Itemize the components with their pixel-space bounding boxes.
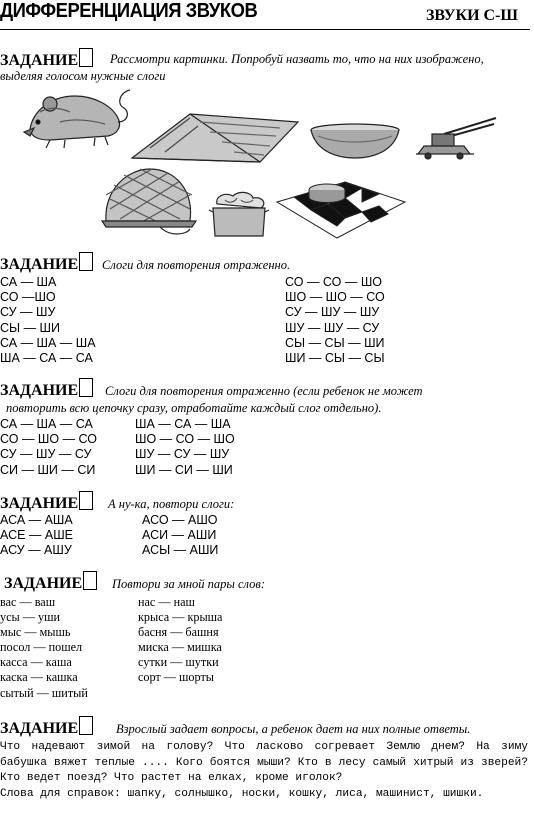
task1-instruction-line1: Рассмотри картинки. Попробуй назвать то, что на них изображено, [110, 52, 484, 66]
task3-instruction-line1: Слоги для повторения отраженно (если ребенок не может [105, 384, 423, 398]
syllable-row: ШУ — ШУ — СУ [285, 320, 380, 335]
task6-heading [0, 716, 93, 739]
task6-questions: Что надевают зимой на голову? Что ласково согревает Землю днем? На зиму бабушка вяжет теплые .... Кого боятся мыши? Кто в лесу самый хитрый из зверей? Кто ведет поезд? Что растет на елках, кроме иголок? [0, 741, 528, 784]
syllable-row: СЫ — СЫ — ШИ [285, 335, 385, 350]
syllable-row: СИ — ШИ — СИ [0, 462, 96, 477]
syllable-row: СУ — ШУ — ШУ [285, 305, 380, 320]
task4-col1 [0, 513, 73, 559]
bowl-picture [308, 122, 403, 160]
gun-picture [414, 114, 498, 160]
checkered-scarf-icon [277, 182, 405, 238]
hut-roof-icon [132, 114, 298, 162]
task6-instruction: Взрослый задает вопросы, а ребенок дает на них полные ответы. [116, 722, 471, 736]
syllable-row: СА — ША — СА [0, 417, 93, 431]
mouse-picture [20, 82, 132, 162]
word-pair: касса — каша [0, 655, 72, 670]
task2-col2 [285, 275, 385, 366]
task4-checkbox[interactable] [79, 491, 93, 510]
syllable-row: ША — СА — ША [135, 417, 231, 431]
task6-label: ЗАДАНИЕ [0, 720, 79, 737]
syllable-row: АСЫ — АШИ [142, 543, 219, 558]
task3-instruction-line2: повторить всю цепочку сразу, отработайте каждый слог отдельно). [6, 401, 382, 415]
task5-label: ЗАДАНИЕ [4, 575, 83, 592]
syllable-row: АСА — АША [0, 513, 73, 527]
task6-hints: Слова для справок: шапку, солнышко, носки, кошку, лиса, машинист, шишки. [0, 788, 484, 800]
task1-label: ЗАДАНИЕ [0, 52, 79, 69]
syllable-row: АСИ — АШИ [142, 528, 217, 543]
task4-heading [0, 491, 93, 514]
syllable-row: СЫ — ШИ [0, 320, 60, 335]
task5-col1 [0, 595, 88, 701]
header-rule [0, 29, 530, 30]
hut-picture [130, 108, 300, 166]
word-pair: мыс — мышь [0, 625, 71, 640]
mouse-icon [24, 90, 130, 148]
task2-checkbox[interactable] [79, 252, 93, 271]
syllable-row: АСО — АШО [142, 513, 218, 527]
task3-checkbox[interactable] [79, 378, 93, 397]
pot-icon [209, 192, 269, 236]
helmet-picture [100, 165, 198, 237]
syllable-row: ШИ — СИ — ШИ [135, 462, 233, 477]
task4-col2 [142, 513, 218, 559]
pot-picture [205, 190, 273, 240]
syllable-row: СО — ШО — СО [0, 432, 98, 447]
word-pair: басня — башня [138, 625, 219, 640]
task5-col2 [138, 595, 222, 686]
task5-instruction: Повтори за мной пары слов: [112, 577, 265, 591]
task6-checkbox[interactable] [79, 716, 93, 735]
word-pair: вас — ваш [0, 595, 56, 609]
word-pair: посол — пошел [0, 640, 83, 655]
anti-aircraft-gun-icon [416, 118, 496, 159]
topic-title: ЗВУКИ С-Ш [425, 7, 518, 24]
word-pair: каска — кашка [0, 670, 78, 685]
syllable-row: ШО — ШО — СО [285, 290, 385, 305]
syllable-row: ША — СА — СА [0, 350, 93, 365]
helmet-icon [102, 169, 196, 234]
word-pair: сутки — шутки [138, 655, 219, 670]
task2-instruction: Слоги для повторения отраженно. [102, 258, 291, 272]
word-pair: нас — наш [138, 595, 195, 609]
task3-heading [0, 378, 93, 401]
task5-heading [4, 571, 97, 594]
syllable-row: АСУ — АШУ [0, 543, 72, 558]
syllable-row: ШИ — СЫ — СЫ [285, 350, 385, 365]
task4-label: ЗАДАНИЕ [0, 495, 79, 512]
syllable-row: СА — ША [0, 275, 57, 289]
syllable-row: АСЕ — АШЕ [0, 528, 74, 543]
word-pair: усы — уши [0, 610, 60, 625]
bowl-icon [311, 124, 399, 158]
task3-label: ЗАДАНИЕ [0, 382, 79, 399]
syllable-row: ШО — СО — ШО [135, 432, 235, 447]
word-pair: крыса — крыша [138, 610, 223, 625]
syllable-row: СО — СО — ШО [285, 275, 383, 289]
syllable-row: СУ — ШУ — СУ [0, 447, 92, 462]
syllable-row: ШУ — СУ — ШУ [135, 447, 230, 462]
syllable-row: СА — ША — ША [0, 335, 96, 350]
task2-heading [0, 252, 93, 275]
task1-checkbox[interactable] [79, 48, 93, 67]
syllable-row: СУ — ШУ [0, 305, 56, 320]
task3-col1 [0, 417, 97, 478]
task3-col2 [135, 417, 235, 478]
task2-label: ЗАДАНИЕ [0, 256, 79, 273]
word-pair: сорт — шорты [138, 670, 214, 685]
word-pair: сытый — шитый [0, 685, 88, 700]
task2-col1 [0, 275, 96, 366]
task4-instruction: А ну-ка, повтори слоги: [108, 497, 235, 511]
page-title: ДИФФЕРЕНЦИАЦИЯ ЗВУКОВ [0, 0, 258, 22]
scarf-picture [275, 178, 407, 240]
task1-instruction-line2: выделяя голосом нужные слоги [0, 69, 166, 83]
word-pair: миска — мишка [138, 640, 222, 655]
syllable-row: СО —ШО [0, 290, 56, 305]
task5-checkbox[interactable] [83, 571, 97, 590]
